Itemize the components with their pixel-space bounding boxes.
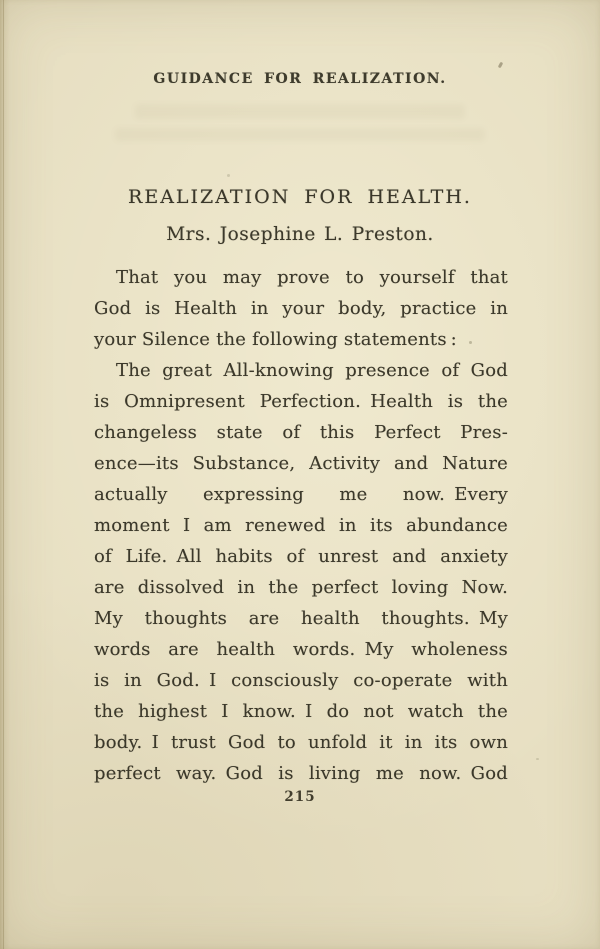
page-left-crease-line	[3, 0, 4, 949]
body-line: your Silence the following statements :	[94, 329, 457, 350]
body-line: is in God. I consciously co-operate with	[94, 670, 508, 691]
body-line: body. I trust God to unfold it in its own	[94, 732, 508, 753]
body-line: are dissolved in the perfect loving Now.	[94, 577, 508, 598]
body-line: the highest I know. I do not watch the	[94, 701, 508, 722]
paper-speck	[536, 758, 539, 760]
paper-speck	[227, 174, 230, 177]
showthrough-ghost	[0, 104, 600, 119]
body-line: moment I am renewed in its abundance	[94, 515, 508, 536]
body-line: God is Health in your body, practice in	[94, 298, 508, 319]
body-line: of Life. All habits of unrest and anxiety	[94, 546, 508, 567]
body-text-block	[94, 262, 508, 789]
body-line: perfect way. God is living me now. God	[94, 763, 508, 784]
paper-speck	[469, 341, 472, 344]
body-line: ence—its Substance, Activity and Nature	[94, 453, 508, 474]
author-byline: Mrs. Josephine L. Preston.	[166, 224, 434, 245]
running-head: GUIDANCE FOR REALIZATION.	[153, 71, 447, 87]
body-line: That you may prove to yourself that	[116, 267, 508, 288]
page-number: 215	[284, 789, 316, 805]
body-line: My thoughts are health thoughts. My	[94, 608, 508, 629]
page-left-crease	[0, 0, 10, 949]
showthrough-ghost	[0, 128, 600, 141]
body-line: actually expressing me now. Every	[94, 484, 508, 505]
paper-speck	[498, 62, 503, 69]
body-line: is Omnipresent Perfection. Health is the	[94, 391, 508, 412]
body-line: changeless state of this Perfect Pres-	[94, 422, 508, 443]
body-line: words are health words. My wholeness	[94, 639, 508, 660]
section-title: REALIZATION FOR HEALTH.	[128, 186, 472, 208]
body-line: The great All-knowing presence of God	[116, 360, 508, 381]
